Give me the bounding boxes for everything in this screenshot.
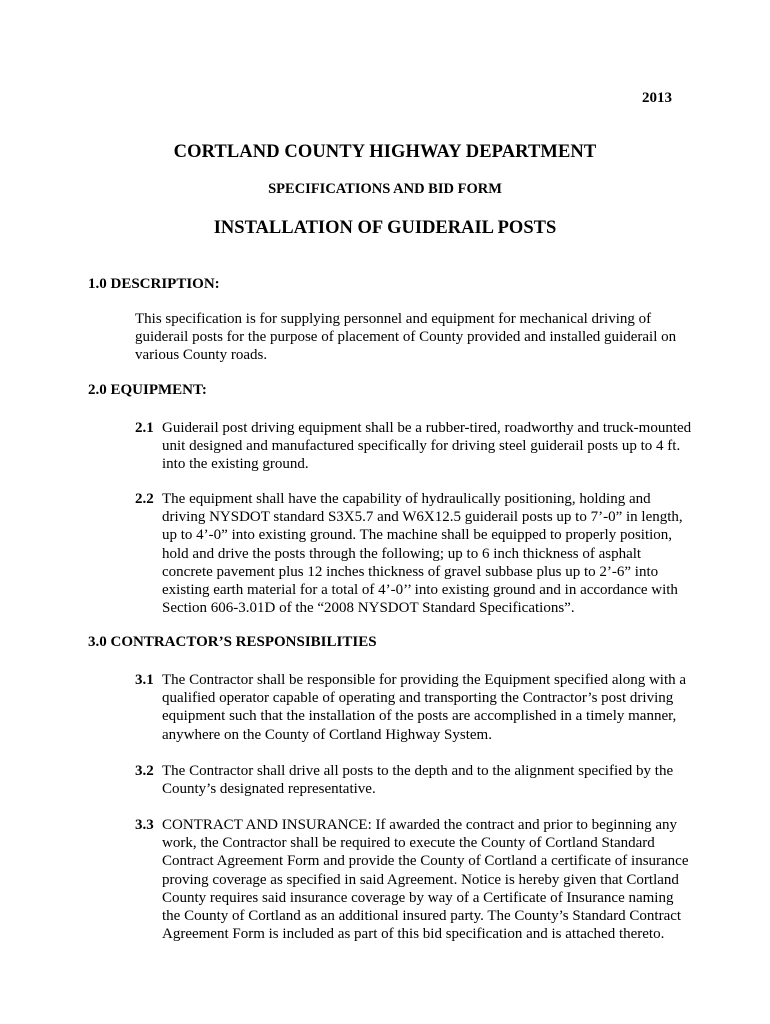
item-number: 3.1 bbox=[135, 672, 154, 688]
item-text: CONTRACT AND INSURANCE: If awarded the contract and prior to beginning any work, the Contractor shall be required to execute the County of Cortland Standard Contract Agreement Form and provide the County of Cortland a certificate of insurance proving coverage as specified in said Agreement. Notice is hereby given that Cortland County requires said insurance coverage by way of a Certificate of Insurance naming the County of Cortland as an additional insured party. The County’s Standard Contract Agreement Form is included as part of this bid specification and is attached thereto. bbox=[162, 817, 689, 943]
section-heading-equipment: 2.0 EQUIPMENT: bbox=[88, 382, 207, 398]
item-text: Guiderail post driving equipment shall be a rubber-tired, roadworthy and truck-mounted unit designed and manufactured specifically for driving steel guiderail posts up to 4 ft. into the existing ground. bbox=[162, 420, 692, 473]
list-item bbox=[135, 762, 695, 798]
section-heading-responsibilities: 3.0 CONTRACTOR’S RESPONSIBILITIES bbox=[88, 634, 377, 650]
list-item bbox=[135, 419, 695, 474]
item-number: 2.2 bbox=[135, 491, 154, 507]
list-item bbox=[135, 816, 695, 943]
list-item bbox=[135, 671, 695, 744]
item-number: 2.1 bbox=[135, 420, 154, 436]
document-subtitle: SPECIFICATIONS AND BID FORM bbox=[268, 181, 502, 197]
item-number: 3.2 bbox=[135, 763, 154, 779]
item-number: 3.3 bbox=[135, 817, 154, 833]
department-title: CORTLAND COUNTY HIGHWAY DEPARTMENT bbox=[173, 142, 597, 162]
section-heading-description: 1.0 DESCRIPTION: bbox=[88, 276, 220, 292]
item-text: The Contractor shall be responsible for providing the Equipment specified along with a qualified operator capable of operating and transporting the Contractor’s post driving equipment such that the installation of the posts are accomplished in a timely manner, anywhere on the County of Cortland Highway System. bbox=[162, 672, 687, 743]
description-paragraph: This specification is for supplying personnel and equipment for mechanical driving of guiderail posts for the purpose of placement of County provided and installed guiderail on various County roads. bbox=[135, 311, 677, 364]
item-text: The equipment shall have the capability of hydraulically positioning, holding and driving NYSDOT standard S3X5.7 and W6X12.5 guiderail posts up to 7’-0” in length, up to 4’-0” into existing ground. The machine shall be equipped to properly position, hold and drive the posts through the following; up to 6 inch thickness of asphalt concrete pavement plus 12 inches thickness of gravel subbase plus up to 2’-6” into existing earth material for a total of 4’-0’’ into existing ground and in accordance with Section 606-3.01D of the “2008 NYSDOT Standard Specifications”. bbox=[162, 491, 683, 617]
document-year: 2013 bbox=[642, 90, 672, 106]
item-text: The Contractor shall drive all posts to the depth and to the alignment specified by the County’s designated representative. bbox=[162, 763, 674, 798]
project-title: INSTALLATION OF GUIDERAIL POSTS bbox=[213, 218, 557, 238]
list-item bbox=[135, 490, 695, 617]
